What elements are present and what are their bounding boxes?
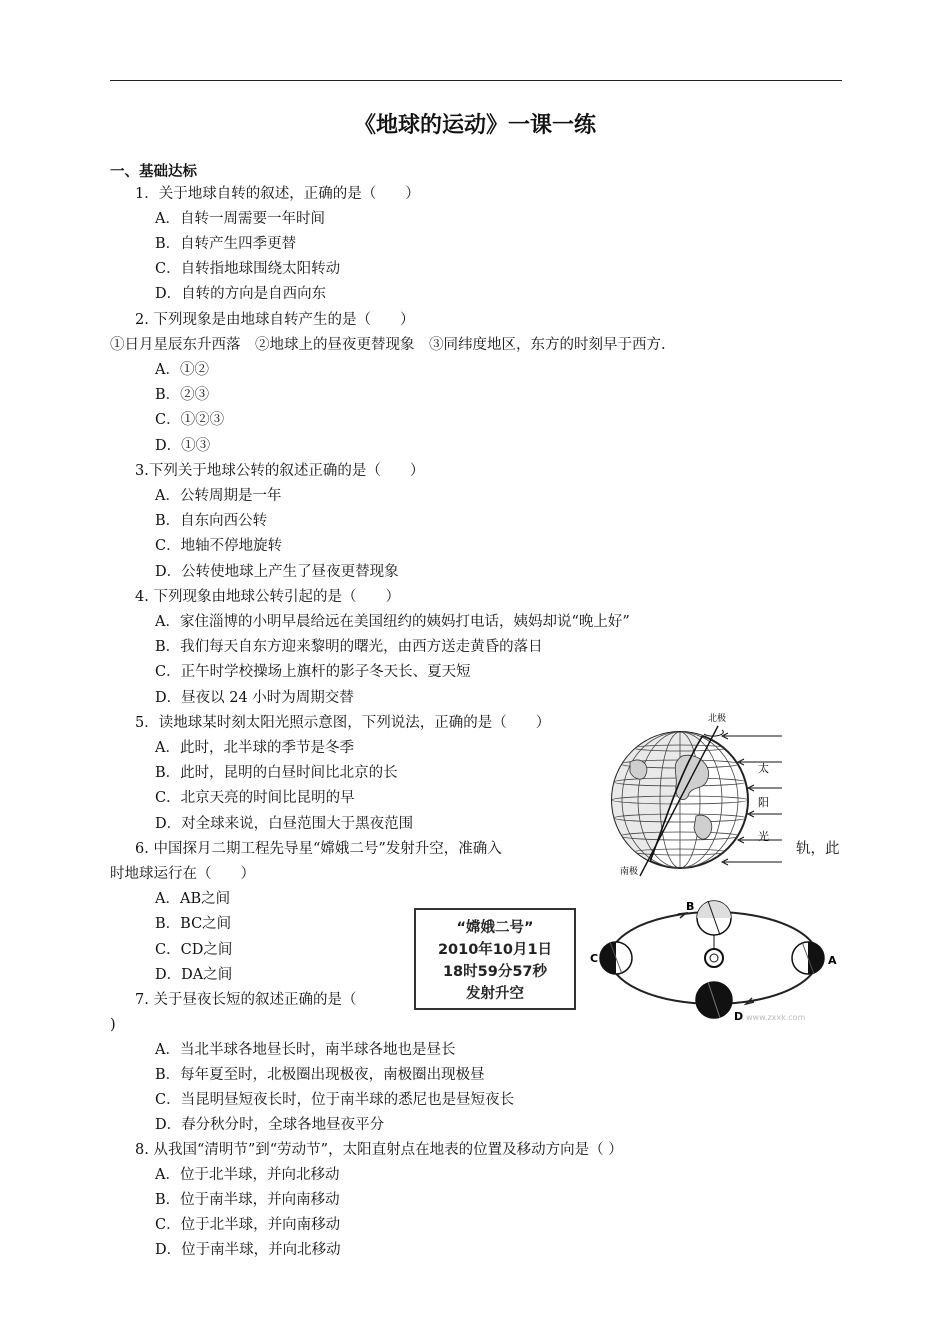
question-3-option-c: C．地轴不停地旋转 — [155, 538, 283, 554]
earth-position-b — [697, 901, 731, 948]
caption-line-1: “嫦娥二号” — [456, 920, 534, 936]
sun-label-2: 阳 — [758, 796, 769, 809]
label-b: B — [686, 900, 695, 913]
question-1-option-d: D．自转的方向是自西向东 — [155, 286, 327, 302]
label-c: C — [590, 952, 599, 965]
section-heading: 一、基础达标 — [110, 164, 197, 180]
launch-caption-box — [414, 908, 576, 1010]
question-1: 1．关于地球自转的叙述，正确的是（ ） — [135, 186, 420, 202]
question-3-option-b: B．自东向西公转 — [155, 513, 268, 529]
header-rule — [110, 80, 842, 81]
sun-label-3: 光 — [758, 830, 769, 843]
question-5: 5．读地球某时刻太阳光照示意图，下列说法，正确的是（ ） — [135, 715, 551, 731]
question-7-option-d: D．春分秋分时，全球各地昼夜平分 — [155, 1117, 385, 1133]
question-3-option-d: D．公转使地球上产生了昼夜更替现象 — [155, 564, 399, 580]
question-8-option-b: B．位于南半球，并向南移动 — [155, 1192, 340, 1208]
caption-line-3: 18时59分57秒 — [442, 964, 548, 980]
caption-line-2: 2010年10月1日 — [437, 942, 553, 958]
question-7-option-a: A．当北半球各地昼长时，南半球各地也是昼长 — [155, 1042, 456, 1058]
question-6-continued: 时地球运行在（ ） — [110, 866, 255, 882]
question-5-option-d: D．对全球来说，白昼范围大于黑夜范围 — [155, 816, 414, 832]
question-7-option-c: C．当昆明昼短夜长时，位于南半球的悉尼也是昼短夜长 — [155, 1092, 515, 1108]
question-7: 7. 关于昼夜长短的叙述正确的是（ — [135, 992, 357, 1008]
label-d: D — [734, 1010, 744, 1023]
earth-orbit-figure — [586, 892, 842, 1024]
question-1-option-a: A．自转一周需要一年时间 — [155, 211, 325, 227]
question-4-option-a: A．家住淄博的小明早晨给远在美国纽约的姨妈打电话，姨妈却说“晚上好” — [155, 614, 630, 630]
north-pole-label: 北极 — [708, 714, 727, 724]
question-2-option-c: C．①②③ — [155, 412, 225, 428]
page-title: 《地球的运动》一课一练 — [353, 113, 596, 138]
question-8-option-d: D．位于南半球，并向北移动 — [155, 1242, 341, 1258]
sun-label-1: 太 — [758, 762, 769, 775]
globe — [612, 724, 748, 876]
question-8-option-a: A．位于北半球，并向北移动 — [155, 1167, 340, 1183]
question-6-option-d: D．DA之间 — [155, 967, 233, 983]
earth-position-a — [792, 942, 824, 974]
question-7-option-b: B．每年夏至时，北极圈出现极夜，南极圈出现极昼 — [155, 1067, 485, 1083]
question-3: 3.下列关于地球公转的叙述正确的是（ ） — [135, 463, 425, 479]
question-6-tail: 轨，此 — [796, 841, 840, 857]
question-8-option-c: C．位于北半球，并向南移动 — [155, 1217, 341, 1233]
question-4-option-d: D．昼夜以 24 小时为周期交替 — [155, 690, 354, 706]
earth-position-c — [600, 942, 632, 974]
watermark: www.zxxk.com — [746, 1013, 806, 1022]
earth-position-d — [696, 982, 732, 1018]
question-4: 4. 下列现象由地球公转引起的是（ ） — [135, 589, 400, 605]
question-6-option-a: A．AB之间 — [155, 891, 231, 907]
question-2-option-a: A．①② — [155, 362, 209, 378]
question-4-option-b: B．我们每天自东方迎来黎明的曙光，由西方送走黄昏的落日 — [155, 639, 543, 655]
question-5-option-b: B．此时，昆明的白昼时间比北京的长 — [155, 765, 398, 781]
question-6-option-b: B．BC之间 — [155, 916, 232, 932]
question-6-option-c: C．CD之间 — [155, 942, 233, 958]
question-1-option-c: C．自转指地球围绕太阳转动 — [155, 261, 341, 277]
caption-line-4: 发射升空 — [466, 986, 524, 1002]
question-5-option-c: C．北京天亮的时间比昆明的早 — [155, 790, 355, 806]
south-pole-label: 南极 — [620, 867, 639, 877]
question-3-option-a: A．公转周期是一年 — [155, 488, 282, 504]
label-a: A — [828, 954, 837, 967]
sunlight-globe-figure — [600, 712, 790, 878]
question-2-statements: ①日月星辰东升西落 ②地球上的昼夜更替现象 ③同纬度地区，东方的时刻早于西方. — [110, 337, 666, 353]
question-8: 8. 从我国“清明节”到“劳动节”，太阳直射点在地表的位置及移动方向是（ ） — [135, 1142, 623, 1158]
question-2: 2. 下列现象是由地球自转产生的是（ ） — [135, 312, 415, 328]
question-2-option-d: D．①③ — [155, 438, 211, 454]
question-4-option-c: C．正午时学校操场上旗杆的影子冬天长、夏天短 — [155, 664, 471, 680]
question-7-continued: ) — [110, 1017, 116, 1033]
sun — [705, 949, 723, 967]
question-6: 6. 中国探月二期工程先导星“嫦娥二号”发射升空，准确入 — [135, 841, 502, 857]
question-2-option-b: B．②③ — [155, 387, 210, 403]
question-5-option-a: A．此时，北半球的季节是冬季 — [155, 740, 354, 756]
question-1-option-b: B．自转产生四季更替 — [155, 236, 297, 252]
